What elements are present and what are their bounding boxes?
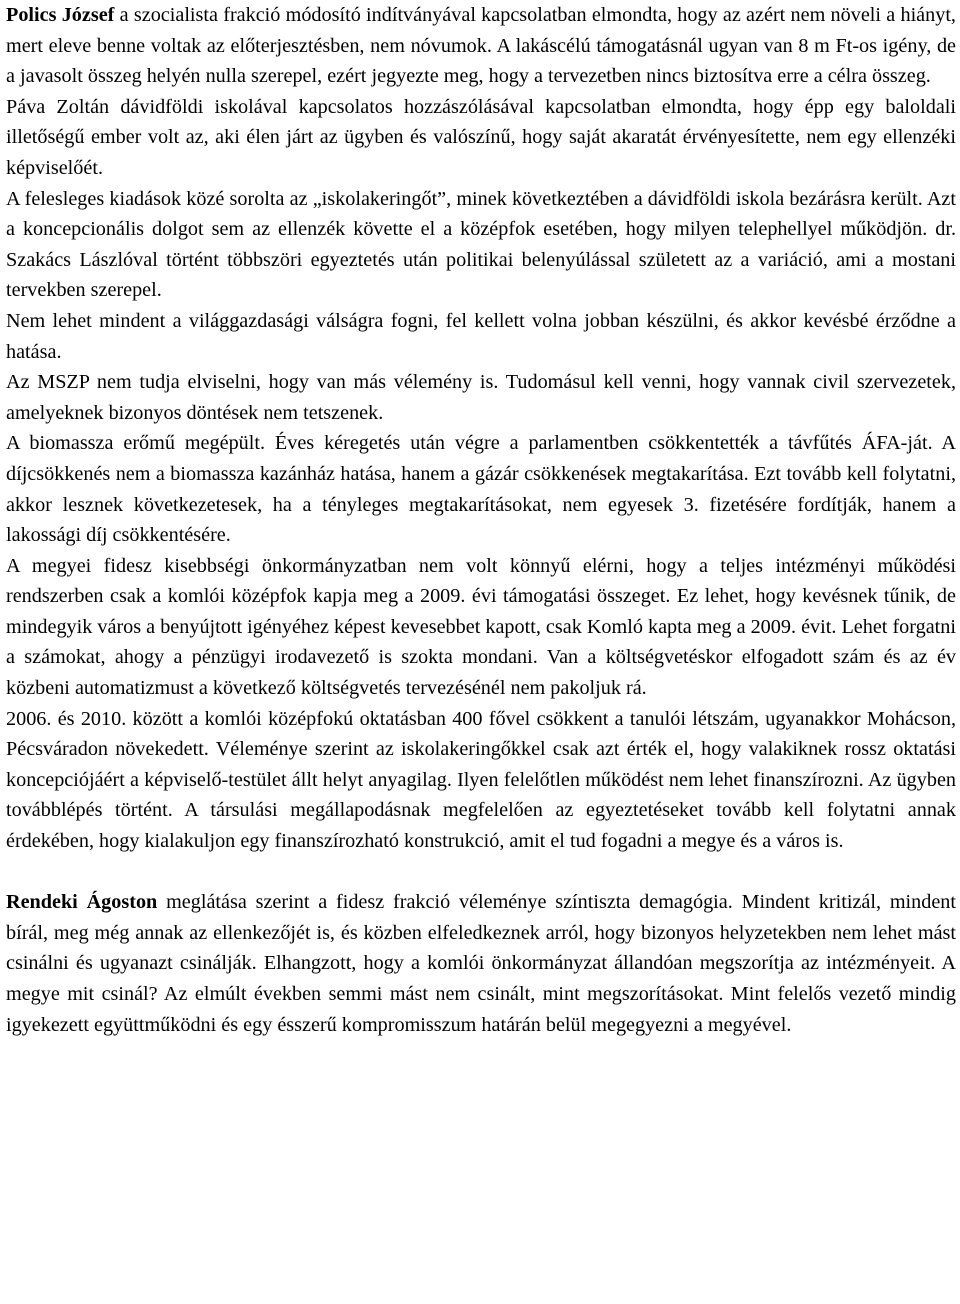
paragraph-2006: 2006. és 2010. között a komlói középfokú oktatásban 400 fővel csökkent a tanulói létszám, ugyanakkor Mohácson, Pécsváradon növekedett. Véleménye szerint az iskolakeringőkkel csak azt érték el, hogy valakiknek rossz oktatási koncepciójáért a képviselő-testület állt helyt anyagilag. Ilyen felelőtlen működést nem lehet finanszírozni. Az ügyben továbblépés történt. A társulási megállapodásnak megfelelően az egyeztetéseket tovább kell folytatni annak érdekében, hogy kialakuljon egy finanszírozható konstrukció, amit el tud fogadni a megye és a város is.	[6, 707, 956, 853]
paragraph-polics	[6, 0, 956, 92]
speaker-name: Polics József	[6, 4, 115, 26]
paragraph-megyei: A megyei fidesz kisebbségi önkormányzatban nem volt könnyű elérni, hogy a teljes intézményi működési rendszerben csak a komlói középfok kapja meg a 2009. évi támogatási összeget. Ez lehet, hogy kevésnek tűnik, de mindegyik város a benyújtott igényéhez képest kevesebbet kapott, csak Komló kapta meg a 2009. évit. Lehet forgatni a számokat, ahogy a pénzügyi irodavezető is szokta mondani. Van a költségvetéskor elfogadott szám és az év közbeni automatizmust a következő költségvetés tervezésénél nem pakoljuk rá.	[6, 554, 956, 700]
paragraph-spacer	[6, 857, 956, 888]
paragraph-valsag: Nem lehet mindent a világgazdasági válságra fogni, fel kellett volna jobban készülni, és akkor kevésbé érződne a hatása.	[6, 309, 956, 363]
paragraph-text: meglátása szerint a fidesz frakció véleménye színtiszta demagógia. Mindent kritizál, mindent bírál, meg még annak az ellenkezőjét is, és közben elfeledkeznek arról, hogy bizonyos helyzetekben nem lehet mást csinálni és ugyanazt csinálják. Elhangzott, hogy a komlói önkormányzat állandóan megszorítja az intézményeit. A megye mit csinál? Az elmúlt években semmi mást nem csinált, mint megszorításokat. Mint felelős vezető mindig igyekezett együttműködni és egy ésszerű kompromisszum határán belül megegyezni a megyével.	[6, 891, 956, 1036]
paragraph-mszp: Az MSZP nem tudja elviselni, hogy van más vélemény is. Tudomásul kell venni, hogy vannak civil szervezetek, amelyeknek bizonyos döntések nem tetszenek.	[6, 371, 956, 424]
paragraph-rendeki	[6, 887, 956, 1040]
paragraph-text: a szocialista frakció módosító indítványával kapcsolatban elmondta, hogy az azért nem növeli a hiányt, mert eleve benne voltak az előterjesztésben, nem nóvumok. A lakáscélú támogatásnál ugyan van 8 m Ft-os igény, de a javasolt összeg helyén nulla szerepel, ezért jegyezte meg, hogy a tervezetben nincs biztosítva erre a célra összeg.	[6, 4, 956, 88]
paragraph-pava: Páva Zoltán dávidföldi iskolával kapcsolatos hozzászólásával kapcsolatban elmondta, hogy épp egy baloldali illetőségű ember volt az, aki élen járt az ügyben és valószínű, hogy saját akaratát érvényesítette, nem egy ellenzéki képviselőét.	[6, 95, 956, 179]
paragraph-biomassza: A biomassza erőmű megépült. Éves kéregetés után végre a parlamentben csökkentették a távfűtés ÁFA-ját. A díjcsökkenés nem a biomassza kazánház hatása, hanem a gázár csökkenések megtakarítása. Ezt tovább kell folytatni, akkor lesznek következetesek, ha a tényleges megtakarításokat, nem egyesek 3. fizetésére fordítják, hanem a lakossági díj csökkentésére.	[6, 432, 956, 547]
document-page	[6, 0, 956, 1040]
speaker-name: Rendeki Ágoston	[6, 891, 158, 914]
paragraph-kiadasok: A felesleges kiadások közé sorolta az „iskolakeringőt”, minek következtében a dávidföldi iskola bezárásra került. Azt a koncepcionális dolgot sem az ellenzék követte el a középfok esetében, hogy milyen telephellyel működjön. dr. Szakács Lászlóval történt többszöri egyeztetés után politikai belenyúlással született az a variáció, ami a mostani tervekben szerepel.	[6, 187, 956, 302]
